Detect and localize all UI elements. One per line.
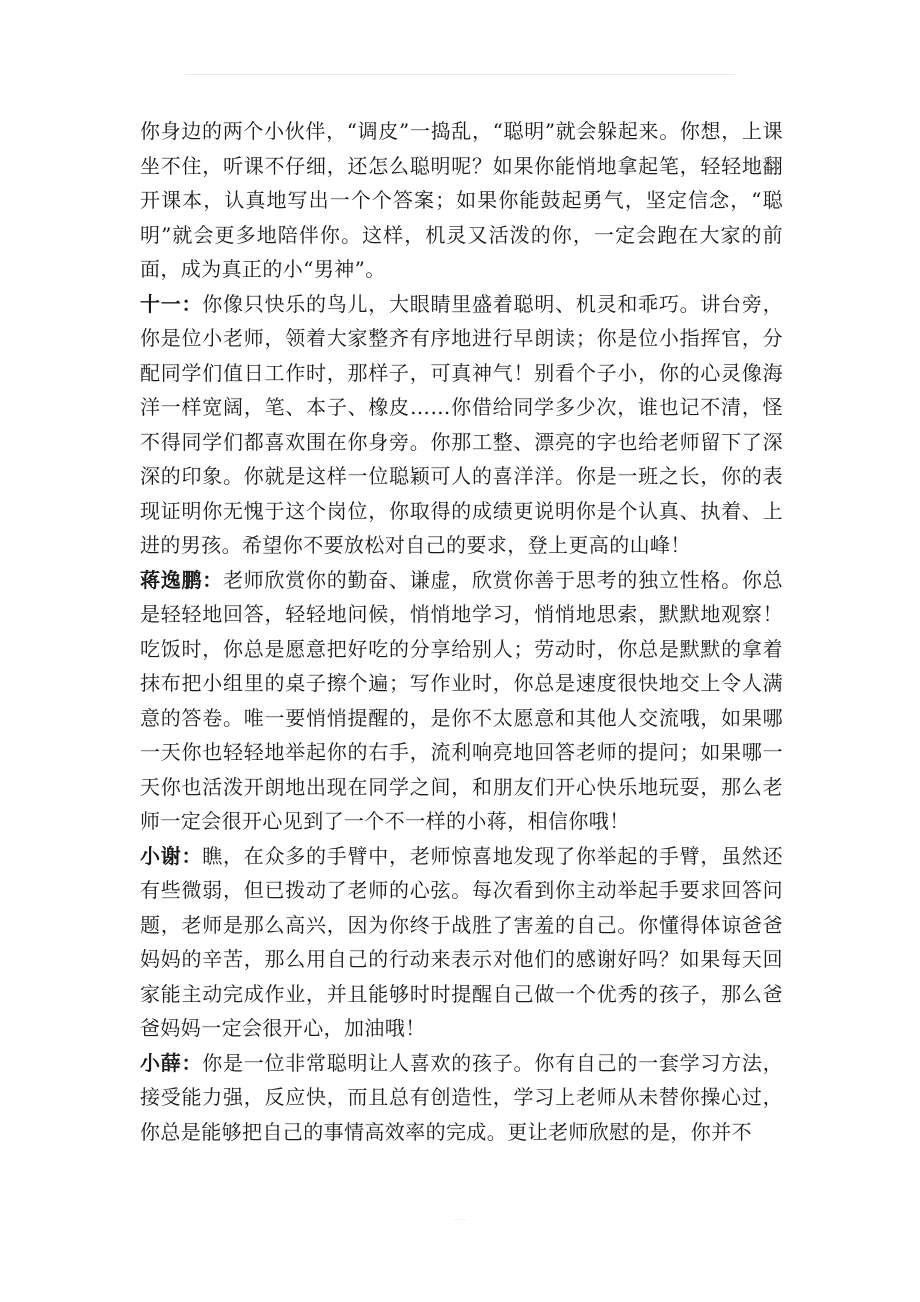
paragraph-text: 你像只快乐的鸟儿，大眼睛里盛着聪明、机灵和乖巧。讲台旁，你是位小老师，领着大家整齐有序地进行早朗读；你是位小指挥官，分配同学们值日工作时，那样子，可真神气！别看个子小，你的心灵像海洋一样宽阔，笔、本子、橡皮……你借给同学多少次，谁也记不清，怪不得同学们都喜欢围在你身旁。你那工整、漂亮的字也给老师留下了深深的印象。你就是这样一位聪颖可人的喜洋洋。你是一班之长，你的表现证明你无愧于这个岗位，你取得的成绩更说明你是个认真、执着、上进的男孩。希望你不要放松对自己的要求，登上更高的山峰！ — [140, 291, 783, 557]
student-name: 十一： — [140, 291, 203, 316]
student-name: 小谢： — [140, 843, 203, 868]
paragraph-shiyi — [140, 287, 783, 563]
paragraph-xiao-xie — [140, 839, 783, 1046]
paragraph-intro — [140, 114, 783, 287]
paragraph-text: 瞧，在众多的手臂中，老师惊喜地发现了你举起的手臂，虽然还有些微弱，但已拨动了老师的心弦。每次看到你主动举起手要求回答问题，老师是那么高兴，因为你终于战胜了害羞的自己。你懂得体谅爸爸妈妈的辛苦，那么用自己的行动来表示对他们的感谢好吗？如果每天回家能主动完成作业，并且能够时时提醒自己做一个优秀的孩子，那么爸爸妈妈一定会很开心，加油哦！ — [140, 843, 783, 1040]
paragraph-text: 你身边的两个小伙伴，“调皮”一捣乱，“聪明”就会躲起来。你想，上课坐不住，听课不仔细，还怎么聪明呢？如果你能悄地拿起笔，轻轻地翻开课本，认真地写出一个个答案；如果你能鼓起勇气，坚定信念，“聪明”就会更多地陪伴你。这样，机灵又活泼的你，一定会跑在大家的前面，成为真正的小“男神”。 — [140, 119, 783, 281]
document-body — [140, 114, 783, 1149]
paragraph-xiao-xue — [140, 1046, 783, 1150]
paragraph-text: 老师欣赏你的勤奋、谦虚，欣赏你善于思考的独立性格。你总是轻轻地回答，轻轻地问候，悄悄地学习，悄悄地思索，默默地观察！吃饭时，你总是愿意把好吃的分享给别人；劳动时，你总是默默的拿着抹布把小组里的桌子擦个遍；写作业时，你总是速度很快地交上令人满意的答卷。唯一要悄悄提醒的，是你不太愿意和其他人交流哦，如果哪一天你也轻轻地举起你的右手，流利响亮地回答老师的提问；如果哪一天你也活泼开朗地出现在同学之间，和朋友们开心快乐地玩耍，那么老师一定会很开心见到了一个不一样的小蒋，相信你哦！ — [140, 567, 783, 833]
paragraph-text: 你是一位非常聪明让人喜欢的孩子。你有自己的一套学习方法，接受能力强，反应快，而且总有创造性，学习上老师从未替你操心过，你总是能够把自己的事情高效率的完成。更让老师欣慰的是，你并不 — [140, 1050, 783, 1144]
header-rule — [185, 74, 735, 75]
student-name: 小薛： — [140, 1050, 203, 1075]
footer-watermark: ····· — [454, 1216, 466, 1224]
student-name: 蒋逸鹏： — [140, 567, 224, 592]
paragraph-jiang-yipeng — [140, 563, 783, 839]
